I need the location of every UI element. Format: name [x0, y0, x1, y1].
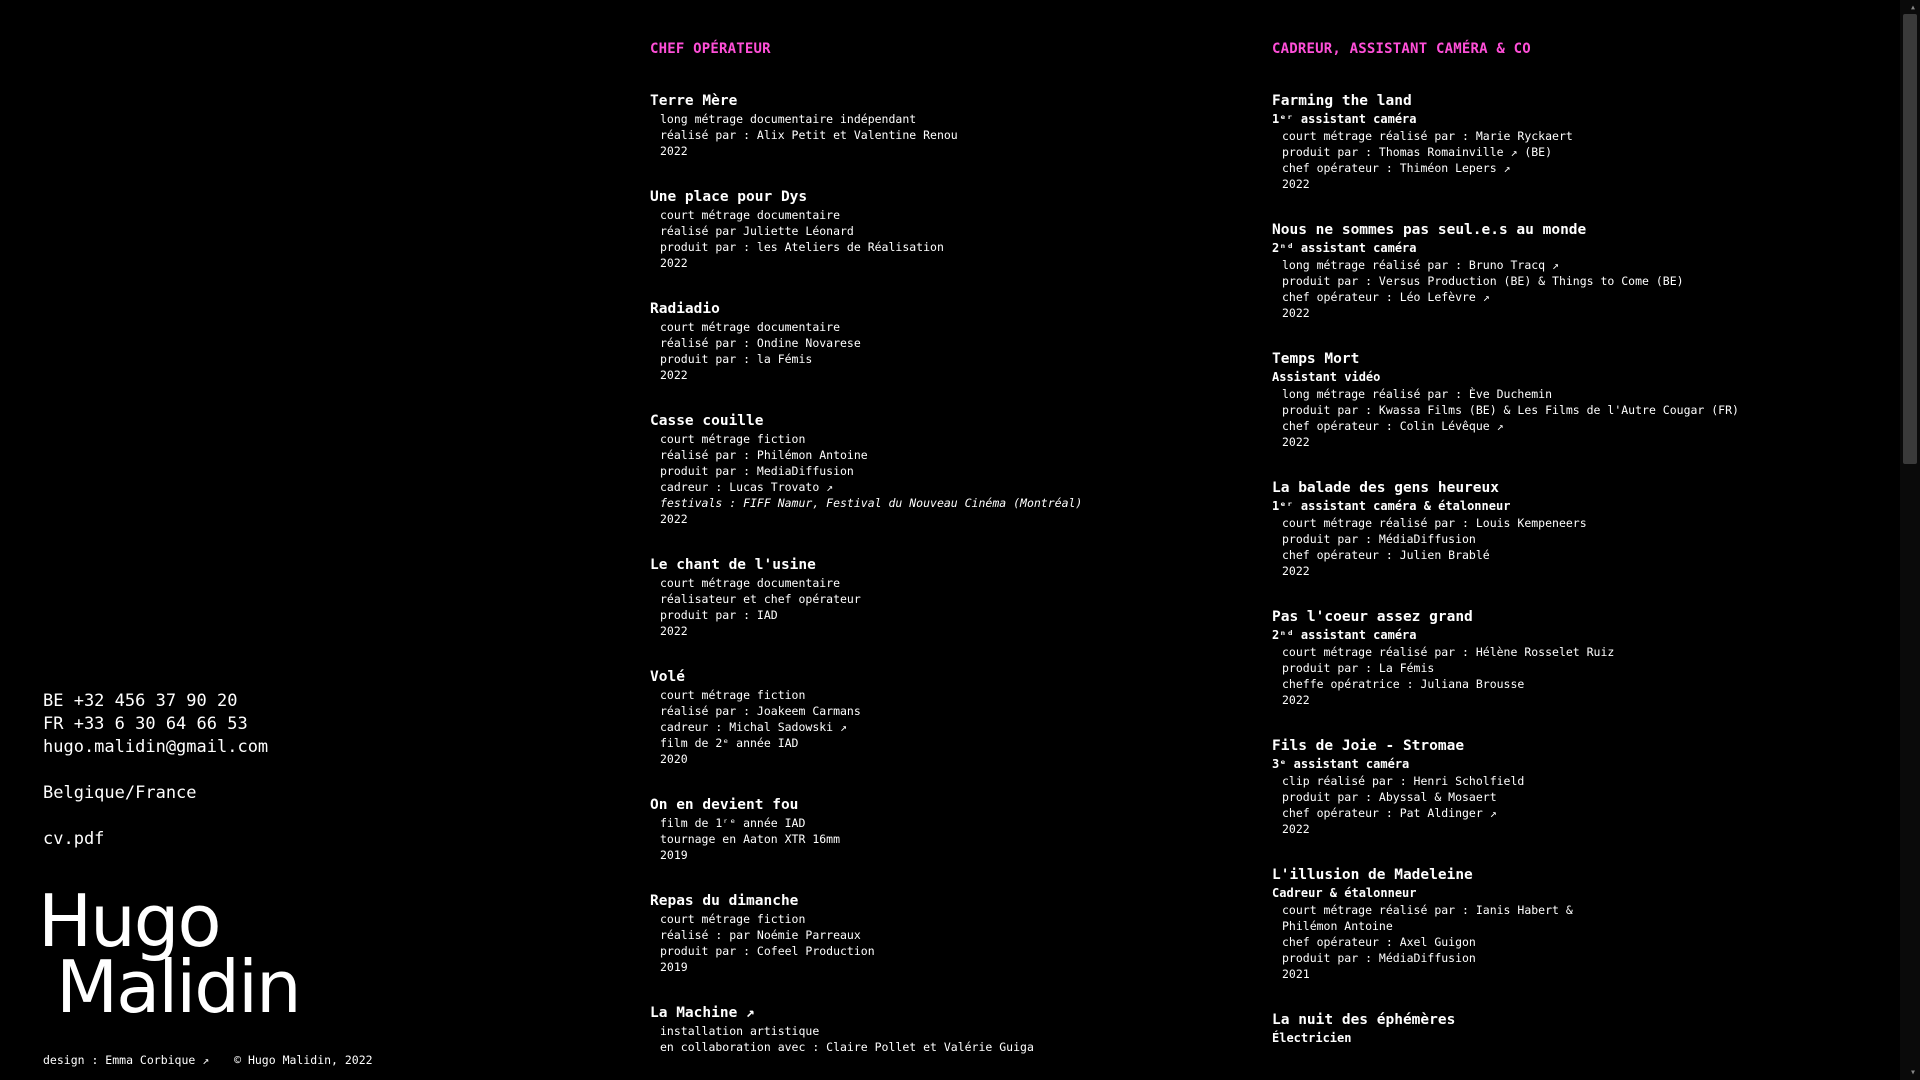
- project-detail-line: long métrage réalisé par : Ève Duchemin: [1282, 387, 1553, 401]
- scroll-up-icon[interactable]: ▴: [1909, 2, 1916, 13]
- project-detail-line: court métrage réalisé par : Ianis Habert &: [1282, 903, 1573, 917]
- copyright: © Hugo Malidin, 2022: [234, 1053, 373, 1067]
- project-detail-line: chef opérateur : Axel Guigon: [1282, 935, 1476, 949]
- project-detail-line: produit par : les Ateliers de Réalisation: [660, 240, 944, 254]
- project-detail-line: en collaboration avec : Claire Pollet et Valérie Guiga: [660, 1040, 1034, 1054]
- project-entry: [1272, 607, 1872, 708]
- project-detail-line: court métrage fiction: [660, 688, 806, 702]
- project-title: Nous ne sommes pas seul.e.s au monde: [1272, 222, 1587, 238]
- project-detail-line: produit par : la Fémis: [660, 352, 813, 366]
- project-detail-line: réalisateur et chef opérateur: [660, 592, 861, 606]
- project-title: Radiadio: [650, 301, 720, 317]
- project-detail-line: réalisé par : Alix Petit et Valentine Renou: [660, 128, 958, 142]
- project-detail-line: court métrage documentaire: [660, 320, 841, 334]
- project-detail-line[interactable]: chef opérateur : Pat Aldinger ↗: [1282, 806, 1497, 820]
- project-title: L'illusion de Madeleine: [1272, 867, 1473, 883]
- project-detail-line: 2022: [1282, 306, 1310, 320]
- project-detail-line: produit par : MediaDiffusion: [660, 464, 854, 478]
- project-detail-line: installation artistique: [660, 1024, 820, 1038]
- project-title: Pas l'coeur assez grand: [1272, 609, 1473, 625]
- spacer: [43, 759, 268, 782]
- project-detail-line[interactable]: cadreur : Lucas Trovato ↗: [660, 480, 834, 494]
- project-entry: [650, 667, 1210, 767]
- project-detail-line: 2022: [660, 512, 688, 526]
- project-role: 1ᵉʳ assistant caméra & étalonneur: [1272, 499, 1511, 513]
- project-entry: [1272, 736, 1872, 837]
- project-detail-line: court métrage fiction: [660, 912, 806, 926]
- project-role: Cadreur & étalonneur: [1272, 886, 1417, 900]
- project-detail-line: court métrage réalisé par : Louis Kempeneers: [1282, 516, 1587, 530]
- cadreur-assistant-list: [1272, 91, 1872, 1047]
- project-detail-line[interactable]: long métrage réalisé par : Bruno Tracq ↗: [1282, 258, 1559, 272]
- project-title: Fils de Joie - Stromae: [1272, 738, 1465, 754]
- section-heading-chef-operateur: CHEF OPÉRATEUR: [650, 41, 771, 57]
- project-detail-line: réalisé : par Noémie Parreaux: [660, 928, 861, 942]
- project-detail-line: produit par : Versus Production (BE) & Things to Come (BE): [1282, 274, 1684, 288]
- project-entry: [650, 555, 1210, 639]
- project-detail-line: 2022: [1282, 435, 1310, 449]
- project-detail-line[interactable]: chef opérateur : Léo Lefèvre ↗: [1282, 290, 1490, 304]
- project-detail-line: produit par : IAD: [660, 608, 778, 622]
- project-detail-line: produit par : MédiaDiffusion: [1282, 951, 1476, 965]
- project-detail-line: court métrage réalisé par : Marie Ryckaert: [1282, 129, 1573, 143]
- spacer: [43, 805, 268, 828]
- project-role: 2ⁿᵈ assistant caméra: [1272, 628, 1417, 642]
- project-title: Volé: [650, 669, 685, 685]
- phone-fr[interactable]: FR +33 6 30 64 66 53: [43, 714, 248, 734]
- project-entry: [1272, 478, 1872, 579]
- project-entry: [1272, 349, 1872, 450]
- project-detail-line: 2022: [660, 144, 688, 158]
- project-entry: [1272, 1010, 1872, 1047]
- project-title: On en devient fou: [650, 797, 799, 813]
- project-detail-line: produit par : MédiaDiffusion: [1282, 532, 1476, 546]
- project-role: Assistant vidéo: [1272, 370, 1381, 384]
- project-detail-line: produit par : Cofeel Production: [660, 944, 875, 958]
- project-entry: [650, 299, 1210, 383]
- chef-operateur-list: [650, 91, 1210, 1055]
- footer: [43, 1053, 391, 1067]
- project-detail-line: 2020: [660, 752, 688, 766]
- scroll-down-icon[interactable]: ▾: [1909, 1067, 1916, 1078]
- project-title: La balade des gens heureux: [1272, 480, 1499, 496]
- project-detail-line: film de 1ʳᵉ année IAD: [660, 816, 806, 830]
- project-detail-line: réalisé par : Joakeem Carmans: [660, 704, 861, 718]
- project-title: La nuit des éphémères: [1272, 1012, 1456, 1028]
- project-title: Repas du dimanche: [650, 893, 799, 909]
- phone-be[interactable]: BE +32 456 37 90 20: [43, 691, 238, 711]
- project-detail-line: court métrage fiction: [660, 432, 806, 446]
- project-detail-line[interactable]: chef opérateur : Thiméon Lepers ↗: [1282, 161, 1511, 175]
- cadreur-assistant-column: [1272, 38, 1872, 1075]
- project-detail-line: 2019: [660, 960, 688, 974]
- project-entry: [650, 91, 1210, 159]
- project-detail-line: court métrage documentaire: [660, 208, 841, 222]
- project-title: Le chant de l'usine: [650, 557, 816, 573]
- project-role: Électricien: [1272, 1031, 1352, 1045]
- project-entry: [650, 187, 1210, 271]
- project-detail-line: court métrage documentaire: [660, 576, 841, 590]
- project-title: Casse couille: [650, 413, 764, 429]
- project-detail-line: réalisé par Juliette Léonard: [660, 224, 854, 238]
- email-link[interactable]: hugo.malidin@gmail.com: [43, 737, 269, 757]
- project-detail-line: film de 2ᵉ année IAD: [660, 736, 799, 750]
- chef-operateur-column: [650, 38, 1210, 1080]
- project-detail-line: 2022: [1282, 822, 1310, 836]
- project-entry: [1272, 91, 1872, 192]
- project-detail-line: Philémon Antoine: [1282, 919, 1393, 933]
- design-credit-link[interactable]: design : Emma Corbique ↗: [43, 1053, 210, 1067]
- project-detail-line: 2019: [660, 848, 688, 862]
- project-detail-line: festivals : FIFF Namur, Festival du Nouveau Cinéma (Montréal): [660, 496, 1083, 510]
- scrollbar-thumb[interactable]: [1903, 14, 1917, 464]
- project-entry: [1272, 865, 1872, 982]
- project-detail-line: réalisé par : Ondine Novarese: [660, 336, 861, 350]
- site-logo: [38, 879, 300, 1029]
- project-entry: [650, 411, 1210, 527]
- project-detail-line: 2021: [1282, 967, 1310, 981]
- project-detail-line[interactable]: chef opérateur : Colin Lévêque ↗: [1282, 419, 1504, 433]
- cv-link[interactable]: cv.pdf: [43, 829, 105, 849]
- project-title: Une place pour Dys: [650, 189, 808, 205]
- contact-block: [43, 690, 268, 851]
- project-entry: [650, 891, 1210, 975]
- project-detail-line: produit par : Kwassa Films (BE) & Les Films de l'Autre Cougar (FR): [1282, 403, 1739, 417]
- project-detail-line: clip réalisé par : Henri Scholfield: [1282, 774, 1525, 788]
- logo-last-name: Malidin: [56, 945, 300, 1029]
- project-detail-line: long métrage documentaire indépendant: [660, 112, 917, 126]
- project-title[interactable]: La Machine ↗: [650, 1005, 755, 1021]
- project-title: Farming the land: [1272, 93, 1412, 109]
- project-detail-line: 2022: [660, 368, 688, 382]
- project-title: Terre Mère: [650, 93, 738, 109]
- project-detail-line: tournage en Aaton XTR 16mm: [660, 832, 841, 846]
- project-entry: [650, 795, 1210, 863]
- project-detail-line: cheffe opératrice : Juliana Brousse: [1282, 677, 1525, 691]
- project-detail-line: 2022: [1282, 177, 1310, 191]
- project-detail-line: produit par : La Fémis: [1282, 661, 1435, 675]
- location: Belgique/France: [43, 783, 197, 803]
- project-detail-line: 2022: [660, 256, 688, 270]
- project-detail-line[interactable]: produit par : Thomas Romainville ↗ (BE): [1282, 145, 1553, 159]
- project-entry: [1272, 220, 1872, 321]
- project-detail-line: 2022: [660, 624, 688, 638]
- project-detail-line: 2022: [1282, 693, 1310, 707]
- logo-first-name: Hugo: [38, 879, 220, 963]
- vertical-scrollbar[interactable]: [1900, 0, 1920, 1080]
- project-detail-line: réalisé par : Philémon Antoine: [660, 448, 868, 462]
- project-role: 1ᵉʳ assistant caméra: [1272, 112, 1417, 126]
- project-detail-line[interactable]: cadreur : Michal Sadowski ↗: [660, 720, 847, 734]
- section-heading-cadreur-assistant: CADREUR, ASSISTANT CAMÉRA & CO: [1272, 41, 1531, 57]
- project-entry: [650, 1003, 1210, 1055]
- project-detail-line: court métrage réalisé par : Hélène Rosselet Ruiz: [1282, 645, 1615, 659]
- project-detail-line: produit par : Abyssal & Mosaert: [1282, 790, 1497, 804]
- project-detail-line: chef opérateur : Julien Brablé: [1282, 548, 1490, 562]
- project-role: 2ⁿᵈ assistant caméra: [1272, 241, 1417, 255]
- project-role: 3ᵉ assistant caméra: [1272, 757, 1410, 771]
- project-detail-line: 2022: [1282, 564, 1310, 578]
- project-title: Temps Mort: [1272, 351, 1360, 367]
